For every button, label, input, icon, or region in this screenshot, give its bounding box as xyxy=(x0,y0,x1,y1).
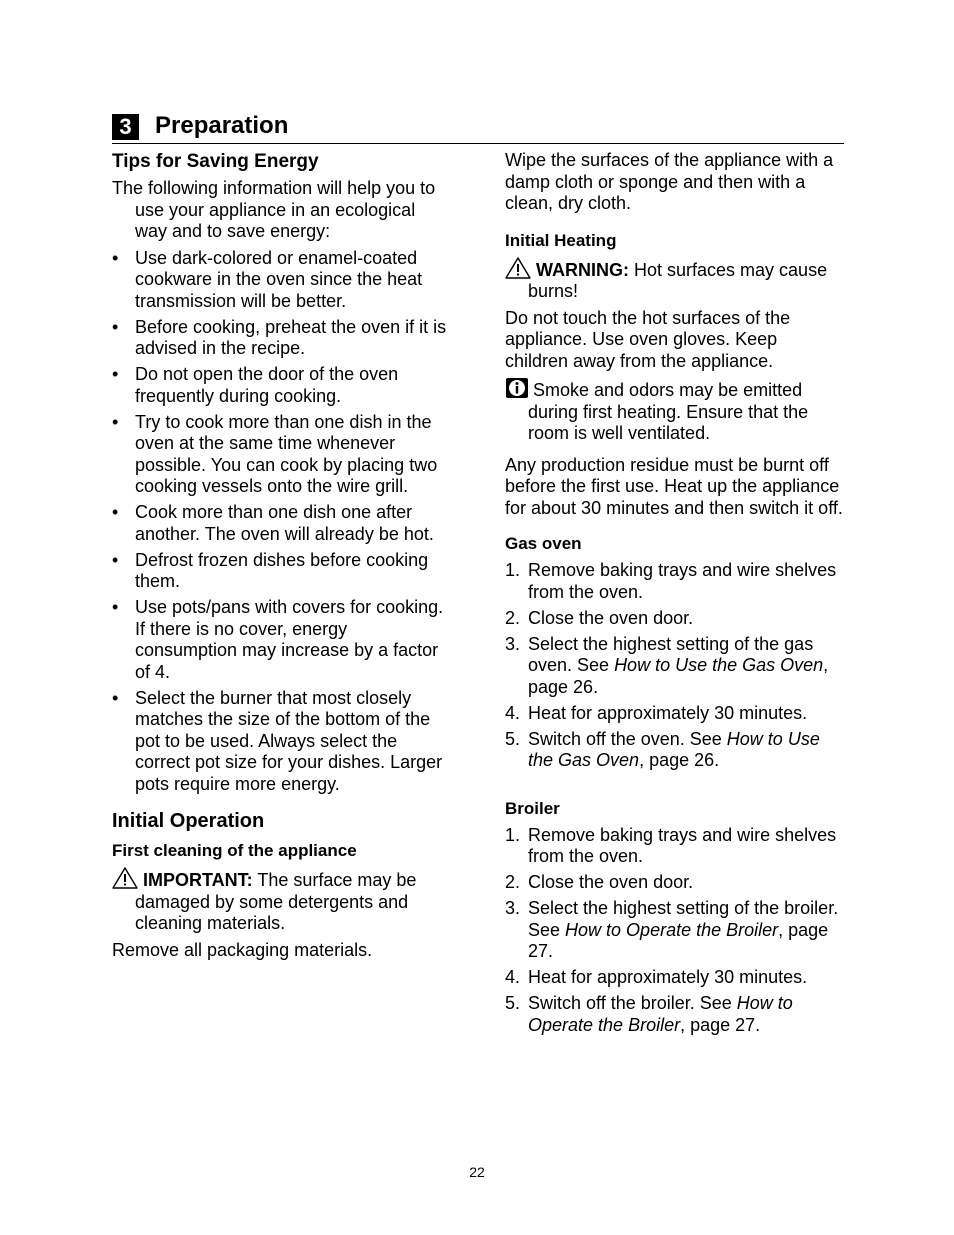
tip-text: Before cooking, preheat the oven if it is advised in the recipe. xyxy=(135,316,447,358)
initial-operation-heading: Initial Operation xyxy=(112,810,265,832)
tip-text: Use dark-colored or enamel-coated cookware in the oven since the heat transmission will be better. xyxy=(135,247,423,311)
list-item xyxy=(112,688,452,796)
step-text: Switch off the broiler. See xyxy=(528,993,737,1013)
list-item xyxy=(505,634,845,699)
bullet: • xyxy=(112,502,119,522)
step-text: Switch off the oven. See xyxy=(528,728,727,749)
list-item xyxy=(505,703,845,725)
list-item xyxy=(112,412,452,498)
important-label: IMPORTANT: xyxy=(143,870,253,890)
page-reference: How to Operate the Broiler xyxy=(528,993,793,1035)
info-note xyxy=(505,377,845,445)
list-item xyxy=(112,502,452,545)
tip-text: Cook more than one dish one after another. The oven will already be hot. xyxy=(135,502,434,544)
page-header xyxy=(112,110,844,144)
step-number: 5. xyxy=(505,728,521,749)
left-column xyxy=(112,150,452,966)
step-number: 3. xyxy=(505,633,521,654)
tip-text: Defrost frozen dishes before cooking them. xyxy=(135,549,429,591)
bullet: • xyxy=(112,411,119,432)
list-item xyxy=(112,317,452,360)
wipe-text: Wipe the surfaces of the appliance with a damp cloth or sponge and then with a clean, dry cloth. xyxy=(505,150,834,213)
step-text: , page 27. xyxy=(680,1014,761,1035)
warning-label: WARNING: xyxy=(536,259,629,280)
right-column xyxy=(505,150,845,1041)
list-item xyxy=(505,993,845,1036)
touch-text: Do not touch the hot surfaces of the appliance. Use oven gloves. Keep children away from the appliance. xyxy=(505,307,791,371)
remove-packaging-text: Remove all packaging materials. xyxy=(112,939,373,960)
step-number: 4. xyxy=(505,967,521,987)
chapter-number: 3 xyxy=(112,114,139,140)
gas-oven-heading: Gas oven xyxy=(505,534,582,553)
step-text: , page 26. xyxy=(528,655,829,697)
step-text: Select the highest setting of the gas oven. See xyxy=(528,633,814,675)
step-number: 1. xyxy=(505,560,521,580)
warning-triangle-icon xyxy=(112,867,138,889)
page-number: 22 xyxy=(469,1164,485,1180)
step-number: 5. xyxy=(505,993,521,1013)
chapter-title: Preparation xyxy=(155,112,289,139)
step-text: Heat for approximately 30 minutes. xyxy=(528,702,808,723)
warning-note xyxy=(505,257,845,303)
list-item xyxy=(505,825,845,868)
info-icon xyxy=(505,377,529,399)
initial-heating-heading: Initial Heating xyxy=(505,230,617,250)
list-item xyxy=(505,872,845,894)
bullet: • xyxy=(112,247,119,268)
list-item xyxy=(505,608,845,630)
list-item xyxy=(112,597,452,683)
broiler-steps xyxy=(505,825,845,1037)
step-text: , page 27. xyxy=(528,919,829,961)
list-item xyxy=(112,550,452,593)
first-cleaning-heading: First cleaning of the appliance xyxy=(112,841,357,860)
list-item xyxy=(505,729,845,772)
broiler-heading: Broiler xyxy=(505,798,560,818)
important-text: The surface may be damaged by some detergents and cleaning materials. xyxy=(135,870,417,933)
step-text: Close the oven door. xyxy=(528,872,694,892)
bullet: • xyxy=(112,364,119,384)
list-item xyxy=(505,560,845,603)
warning-text: Hot surfaces may cause burns! xyxy=(528,259,828,301)
bullet: • xyxy=(112,549,119,570)
page-reference: How to Use the Gas Oven xyxy=(614,655,824,675)
page-reference: How to Operate the Broiler xyxy=(565,919,779,940)
tips-heading: Tips for Saving Energy xyxy=(112,151,319,172)
step-number: 1. xyxy=(505,824,521,845)
tip-text: Do not open the door of the oven frequently during cooking. xyxy=(135,364,399,406)
list-item xyxy=(505,967,845,989)
step-number: 2. xyxy=(505,872,521,892)
important-note xyxy=(112,867,452,935)
tips-list xyxy=(112,248,452,796)
residue-text: Any production residue must be burnt off before the first use. Heat up the appliance for about 30 minutes and then switch it off. xyxy=(505,454,843,518)
tips-intro: The following information will help you to use your appliance in an ecological way and to save energy: xyxy=(112,178,436,241)
step-text: Heat for approximately 30 minutes. xyxy=(528,967,808,987)
step-text: Remove baking trays and wire shelves from the oven. xyxy=(528,560,837,602)
bullet: • xyxy=(112,316,119,337)
tip-text: Use pots/pans with covers for cooking. If there is no cover, energy consumption may increase by a factor of 4. xyxy=(135,597,444,682)
bullet: • xyxy=(112,687,119,708)
tip-text: Try to cook more than one dish in the oven at the same time whenever possible. You can cook by placing two cooking vessels onto the wire grill. xyxy=(135,411,438,496)
step-text: , page 26. xyxy=(639,750,720,770)
page-reference: How to Use the Gas Oven xyxy=(528,728,820,770)
warning-triangle-icon xyxy=(505,257,531,279)
bullet: • xyxy=(112,597,119,617)
step-text: Remove baking trays and wire shelves from the oven. xyxy=(528,824,837,866)
list-item xyxy=(112,364,452,407)
info-text: Smoke and odors may be emitted during first heating. Ensure that the room is well ventilated. xyxy=(528,380,809,443)
list-item xyxy=(112,248,452,313)
step-number: 3. xyxy=(505,898,521,918)
step-number: 4. xyxy=(505,702,521,723)
step-number: 2. xyxy=(505,607,521,628)
step-text: Select the highest setting of the broiler. See xyxy=(528,898,839,940)
step-text: Close the oven door. xyxy=(528,607,694,628)
list-item xyxy=(505,898,845,963)
gas-oven-steps xyxy=(505,560,845,772)
tip-text: Select the burner that most closely matches the size of the bottom of the pot to be used. Always select the correct pot size for your dishes. Larger pots require more energy. xyxy=(135,687,443,794)
